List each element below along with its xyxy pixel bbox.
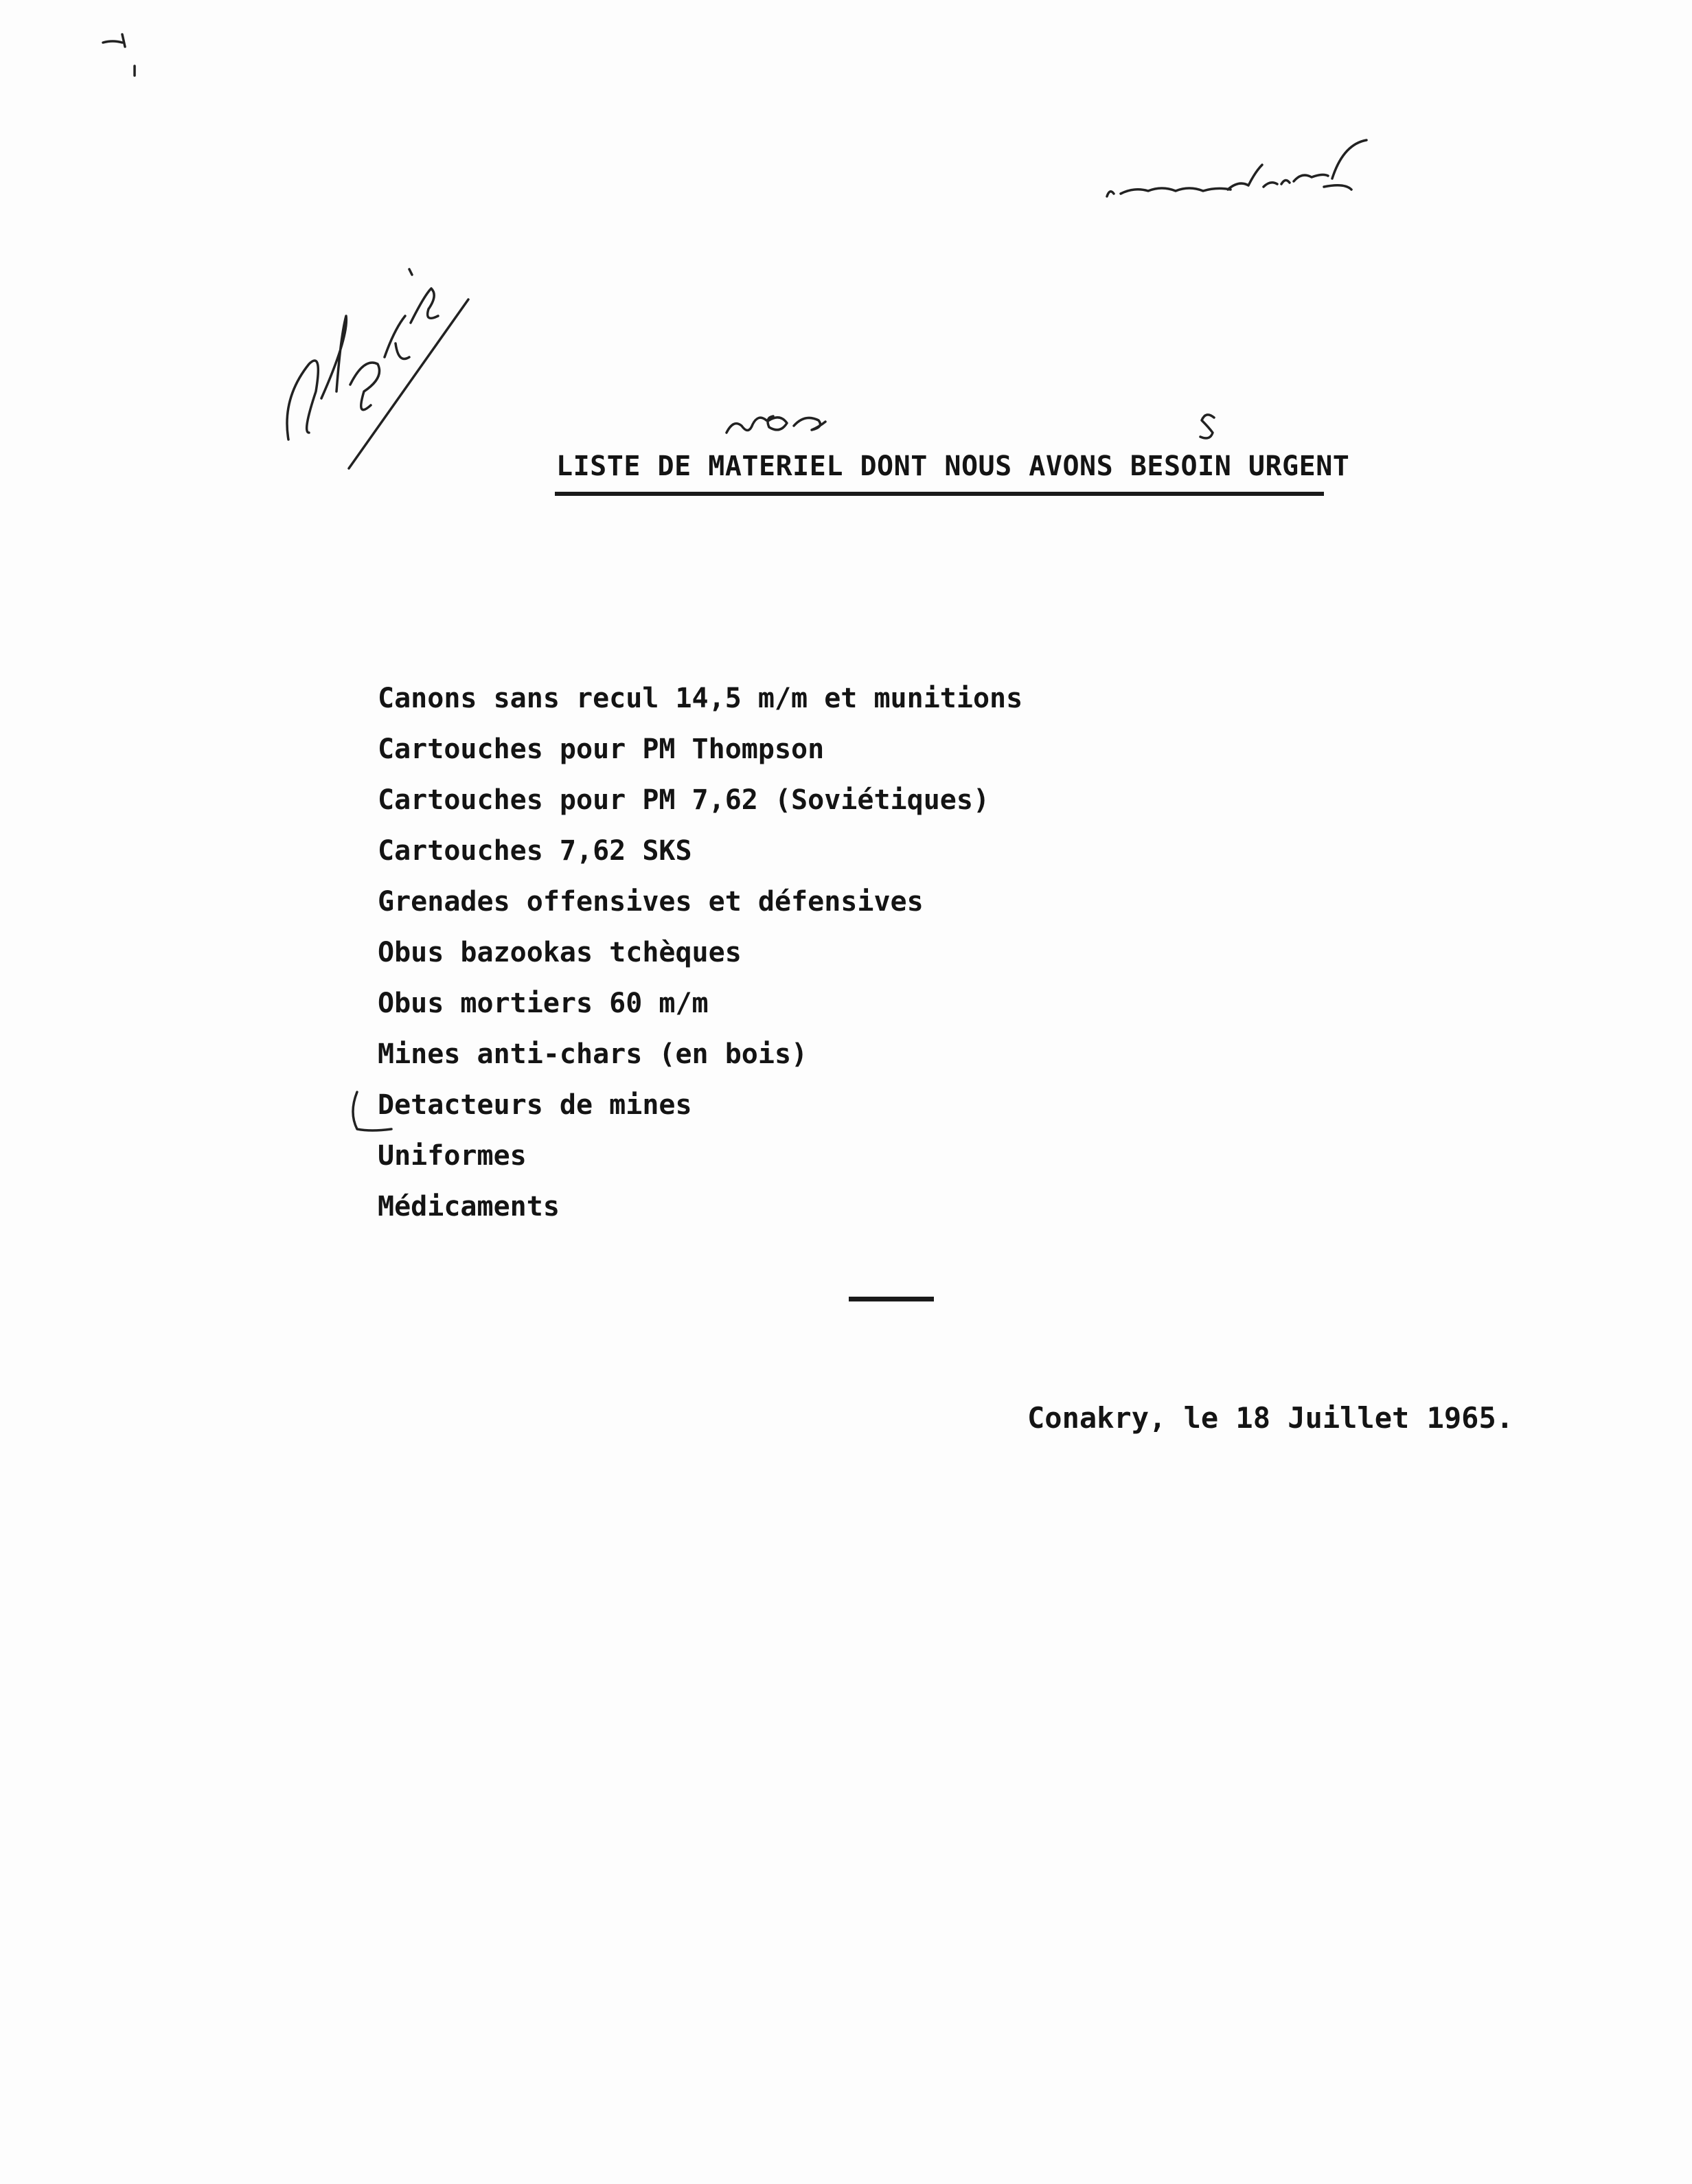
algeria-slash [349, 299, 468, 468]
list-item: Obus bazookas tchèques [378, 937, 742, 968]
list-item: Mines anti-chars (en bois) [378, 1038, 808, 1070]
list-item: Cartouches 7,62 SKS [378, 835, 692, 867]
list-end-dash [849, 1297, 934, 1301]
title-underline [555, 492, 1324, 496]
list-item: Detacteurs de mines [378, 1089, 692, 1121]
material-list [378, 673, 1022, 1232]
list-item: Cartouches pour PM 7,62 (Soviétiques) [378, 784, 990, 816]
list-item: Uniformes [378, 1140, 527, 1172]
document-title: LISTE DE MATERIEL DONT NOUS AVONS BESOIN URGENT [556, 451, 1350, 482]
immediates-handwriting [1107, 140, 1367, 196]
list-item: Grenades offensives et défensives [378, 886, 924, 918]
list-item: Obus mortiers 60 m/m [378, 988, 709, 1019]
list-item: Cartouches pour PM Thompson [378, 733, 825, 765]
list-item: Médicaments [378, 1191, 560, 1222]
nos-handwriting [727, 416, 825, 433]
corner-scribble [103, 34, 135, 76]
place-date-line: Conakry, le 18 Juillet 1965. [1027, 1401, 1514, 1435]
plural-s-handwriting [1200, 415, 1214, 438]
list-item: Canons sans recul 14,5 m/m et munitions [378, 683, 1023, 714]
algeria-handwriting [287, 269, 438, 440]
